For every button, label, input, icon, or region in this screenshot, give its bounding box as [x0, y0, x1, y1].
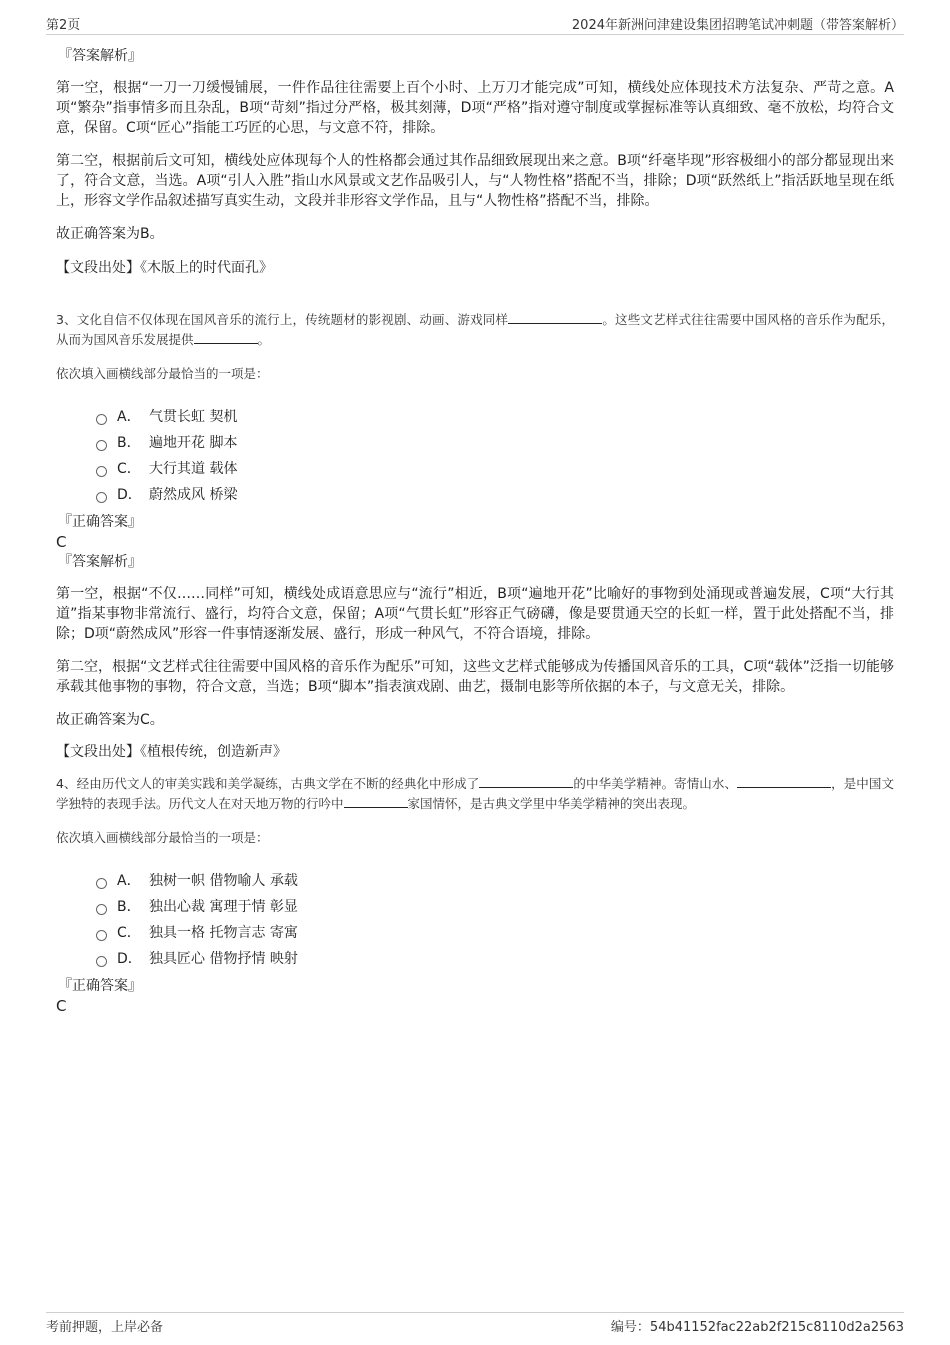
q2-source: 【文段出处】《木版上的时代面孔》 — [56, 260, 273, 276]
q3-option-d[interactable]: D． 蔚然成风 桥梁 — [96, 482, 894, 508]
q4-answer-label: 『正确答案』 — [58, 978, 142, 994]
radio-icon[interactable] — [96, 414, 107, 425]
q3-options — [96, 404, 894, 508]
q4-option-c[interactable]: C． 独具一格 托物言志 寄寓 — [96, 920, 894, 946]
q3-prompt: 依次填入画横线部分最恰当的一项是： — [56, 366, 269, 381]
q3-option-a[interactable]: A． 气贯长虹 契机 — [96, 404, 894, 430]
q3-answer-label: 『正确答案』 — [58, 514, 142, 530]
footer-slogan: 考前押题，上岸必备 — [46, 1320, 164, 1335]
q3-analysis-label: 『答案解析』 — [58, 554, 142, 570]
q4-option-a[interactable]: A． 独树一帜 借物喻人 承载 — [96, 868, 894, 894]
page-header — [46, 12, 904, 35]
q3-blank-1 — [508, 311, 602, 324]
q3-option-b[interactable]: B． 遍地开花 脚本 — [96, 430, 894, 456]
q4-prompt: 依次填入画横线部分最恰当的一项是： — [56, 830, 269, 845]
document-title: 2024年新洲问津建设集团招聘笔试冲刺题（带答案解析） — [571, 18, 904, 33]
page-footer — [46, 1312, 904, 1335]
radio-icon[interactable] — [96, 440, 107, 451]
q3-conclusion: 故正确答案为C。 — [56, 712, 164, 728]
q4-options — [96, 868, 894, 972]
radio-icon[interactable] — [96, 930, 107, 941]
document-body — [56, 46, 894, 1016]
q4-option-b[interactable]: B． 独出心裁 寓理于情 彰显 — [96, 894, 894, 920]
q3-blank-2 — [194, 331, 258, 344]
q3-analysis-p2: 第二空，根据“文艺样式往往需要中国风格的音乐作为配乐”可知，这些文艺样式能够成为传播国风音乐的工具，C项“载体”泛指一切能够承载其他事物的事物，符合文意，当选；B项“脚本”指表演戏剧、曲艺，摄制电影等所依据的本子，与文意无关，排除。 — [56, 659, 894, 695]
q4-blank-1 — [479, 775, 573, 788]
q3-answer: C — [56, 533, 67, 551]
q4-question: 4、经由历代文人的审美实践和美学凝练，古典文学在不断的经典化中形成了 的中华美学精神。寄情山水、 ，是中国文学独特的表现手法。历代文人在对天地万物的行吟中 家国情怀，是古典文学里中华美学精神的突出表现。 — [56, 776, 894, 811]
q4-option-d[interactable]: D． 独具匠心 借物抒情 映射 — [96, 946, 894, 972]
q4-answer: C — [56, 997, 67, 1015]
q2-analysis-p2: 第二空，根据前后文可知，横线处应体现每个人的性格都会通过其作品细致展现出来之意。B项“纤毫毕现”形容极细小的部分都显现出来了，符合文意，当选。A项“引人入胜”指山水风景或文艺作品吸引人，与“人物性格”搭配不当，排除；D项“跃然纸上”指活跃地呈现在纸上，形容文学作品叙述描写真实生动，文段并非形容文学作品，且与“人物性格”搭配不当，排除。 — [56, 153, 894, 209]
radio-icon[interactable] — [96, 878, 107, 889]
q3-question: 3、文化自信不仅体现在国风音乐的流行上，传统题材的影视剧、动画、游戏同样 。这些文艺样式往往需要中国风格的音乐作为配乐，从而为国风音乐发展提供 。 — [56, 312, 894, 347]
document-id: 编号：54b41152fac22ab2f215c8110d2a2563 — [610, 1320, 904, 1335]
q2-analysis-p1: 第一空，根据“一刀一刀缓慢铺展，一件作品往往需要上百个小时、上万刀才能完成”可知，横线处应体现技术方法复杂、严苛之意。A项“繁杂”指事情多而且杂乱，B项“苛刻”指过分严格，极其刻薄，D项“严格”指对遵守制度或掌握标准等认真细致、毫不放松，均符合文意，保留。C项“匠心”指能工巧匠的心思，与文意不符，排除。 — [56, 80, 894, 136]
q2-analysis-label: 『答案解析』 — [58, 48, 142, 64]
q3-source: 【文段出处】《植根传统，创造新声》 — [56, 744, 287, 760]
radio-icon[interactable] — [96, 956, 107, 967]
radio-icon[interactable] — [96, 466, 107, 477]
page-number: 第2页 — [46, 18, 81, 33]
q3-option-c[interactable]: C． 大行其道 载体 — [96, 456, 894, 482]
q2-conclusion: 故正确答案为B。 — [56, 226, 164, 242]
q4-blank-3 — [344, 795, 408, 808]
radio-icon[interactable] — [96, 492, 107, 503]
q4-blank-2 — [737, 775, 831, 788]
radio-icon[interactable] — [96, 904, 107, 915]
q3-analysis-p1: 第一空，根据“不仅……同样”可知，横线处成语意思应与“流行”相近，B项“遍地开花”比喻好的事物到处涌现或普遍发展，C项“大行其道”指某事物非常流行、盛行，均符合文意，保留；A项“气贯长虹”形容正气磅礴，像是要贯通天空的长虹一样，置于此处搭配不当，排除；D项“蔚然成风”形容一件事情逐渐发展、盛行，形成一种风气，不符合语境，排除。 — [56, 586, 894, 642]
